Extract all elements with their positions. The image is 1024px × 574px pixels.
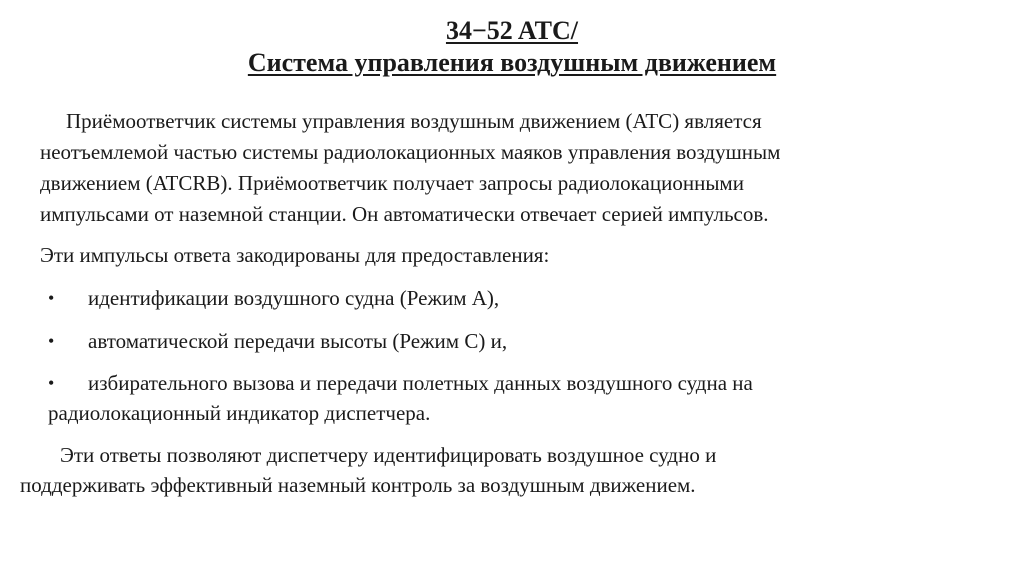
intro-line-1: Приёмоответчик системы управления воздушным движением (ATC) является (66, 109, 762, 133)
intro-line-3: движением (ATCRB). Приёмоответчик получает запросы радиолокационными (40, 171, 744, 195)
slide-title-line1: 34−52 ATC/ (445, 16, 579, 45)
lead-text: Эти импульсы ответа закодированы для предоставления: (40, 243, 550, 267)
slide-title-line2: Система управления воздушным движением (247, 48, 777, 77)
bullet-marker: • (48, 331, 55, 351)
bullet-marker: • (48, 288, 55, 308)
intro-line-4: импульсами от наземной станции. Он автоматически отвечает серией импульсов. (40, 202, 769, 226)
bullet-item-3: избирательного вызова и передачи полетных данных воздушного судна на (88, 371, 753, 395)
conclusion-line-1: Эти ответы позволяют диспетчеру идентифицировать воздушное судно и (60, 443, 717, 467)
bullet-item-3-continuation: радиолокационный индикатор диспетчера. (48, 401, 431, 425)
bullet-marker: • (48, 373, 55, 393)
intro-line-2: неотъемлемой частью системы радиолокационных маяков управления воздушным (40, 140, 781, 164)
conclusion-line-2: поддерживать эффективный наземный контроль за воздушным движением. (20, 473, 696, 497)
bullet-item-2: автоматической передачи высоты (Режим C) и, (88, 329, 508, 353)
bullet-item-1: идентификации воздушного судна (Режим A), (88, 286, 500, 310)
